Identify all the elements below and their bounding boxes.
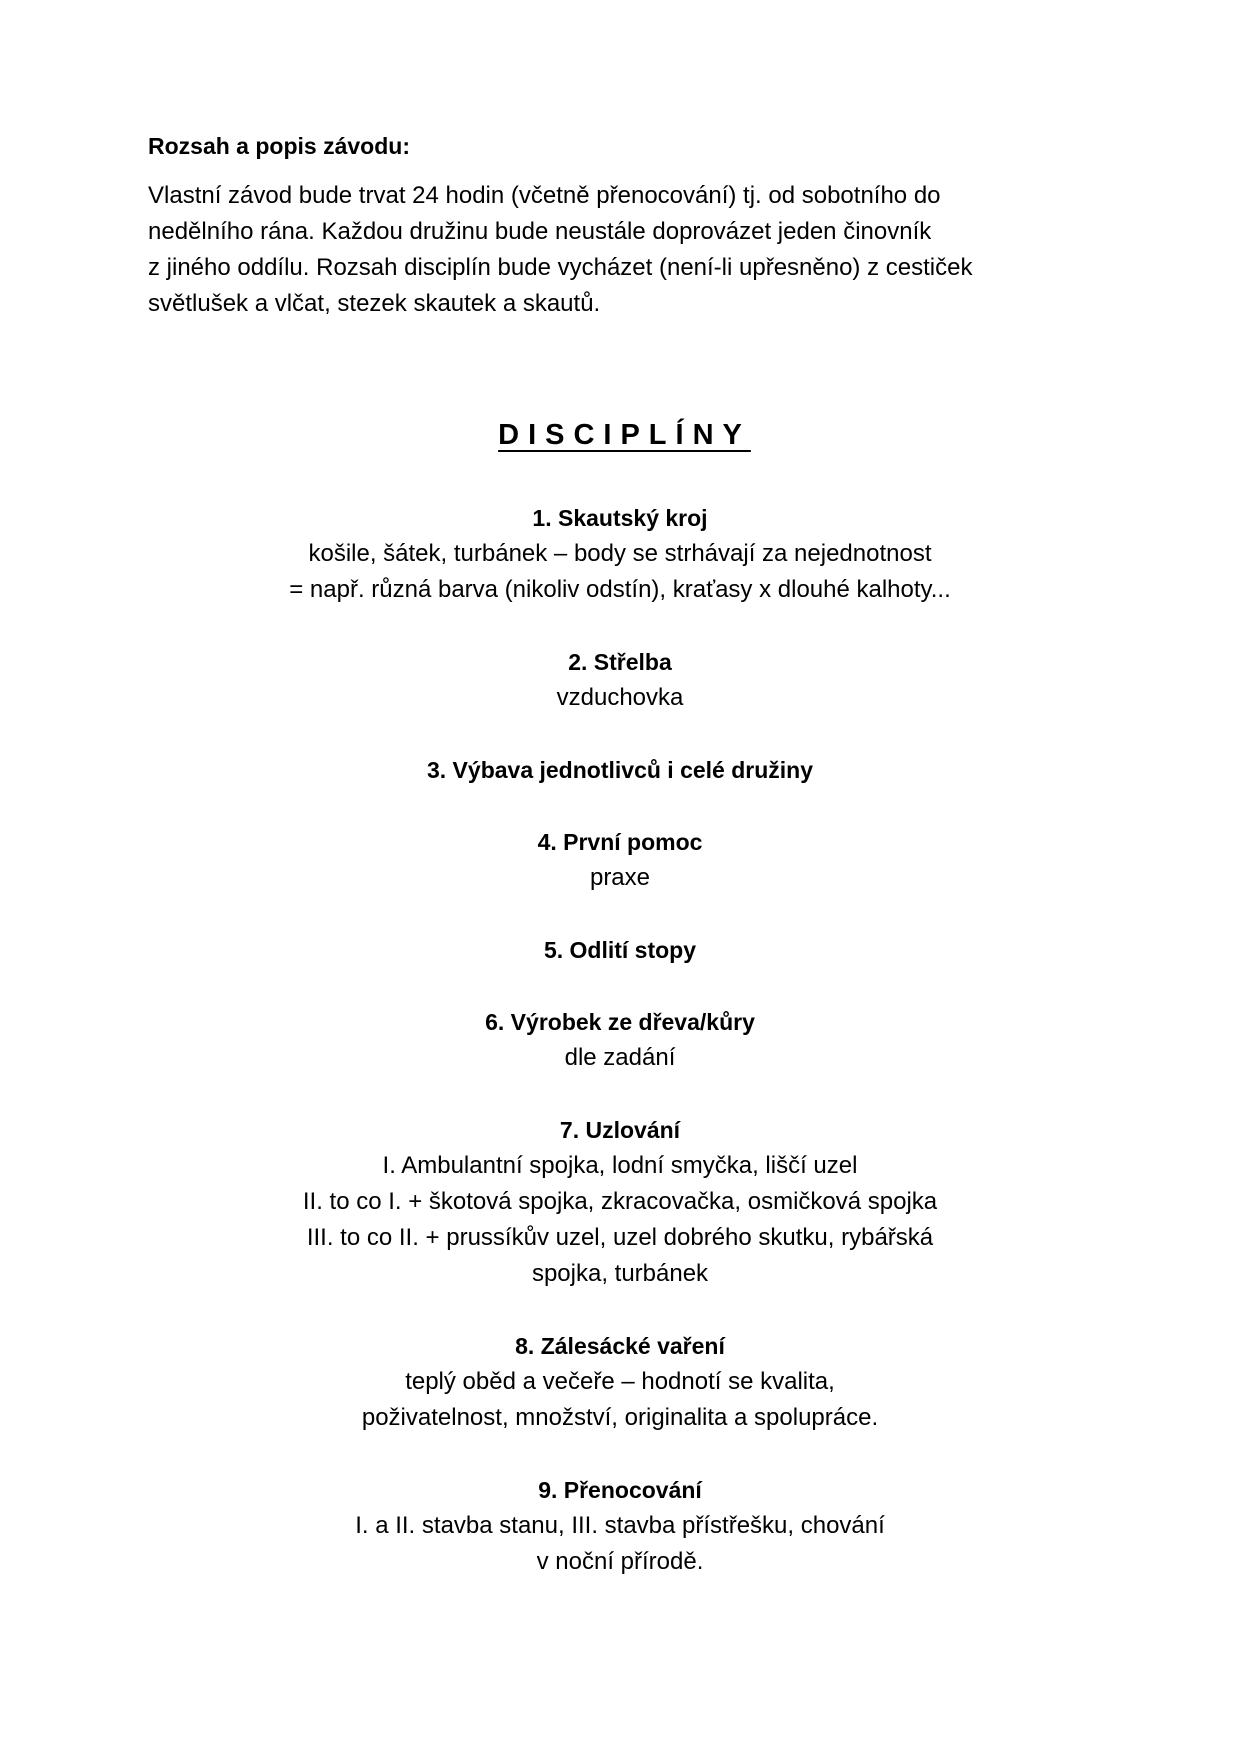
discipline-detail: III. to co II. + prussíkův uzel, uzel dobrého skutku, rybářská xyxy=(306,1224,934,1251)
intro-paragraph xyxy=(148,178,1108,322)
discipline-item-track-cast xyxy=(0,932,1240,968)
discipline-item-shooting xyxy=(0,644,1240,716)
disciplines-title xyxy=(0,415,1240,455)
intro-line: nedělního rána. Každou družinu bude neustále doprovázet jeden činovník xyxy=(148,218,932,245)
discipline-detail: poživatelnost, množství, originalita a spolupráce. xyxy=(361,1404,879,1431)
discipline-item-overnight xyxy=(0,1472,1240,1580)
discipline-detail: = např. různá barva (nikoliv odstín), kraťasy x dlouhé kalhoty... xyxy=(289,576,951,603)
intro-line: světlušek a vlčat, stezek skautek a skautů. xyxy=(148,290,601,317)
intro-line: Vlastní závod bude trvat 24 hodin (včetně přenocování) tj. od sobotního do xyxy=(148,182,941,209)
discipline-item-cooking xyxy=(0,1328,1240,1436)
discipline-item-uniform xyxy=(0,500,1240,608)
discipline-item-knots xyxy=(0,1112,1240,1292)
disciplines-list xyxy=(0,500,1240,1616)
discipline-title: 1. Skautský kroj xyxy=(532,505,708,531)
discipline-title: 5. Odlití stopy xyxy=(543,937,697,963)
disciplines-title-text: DISCIPLÍNY xyxy=(498,419,751,452)
discipline-item-wood-craft xyxy=(0,1004,1240,1076)
discipline-detail: teplý oběd a večeře – hodnotí se kvalita, xyxy=(405,1368,835,1395)
discipline-item-equipment xyxy=(0,752,1240,788)
discipline-detail: spojka, turbánek xyxy=(531,1260,709,1287)
intro-heading: Rozsah a popis závodu: xyxy=(148,133,410,159)
discipline-title: 9. Přenocování xyxy=(538,1477,702,1503)
discipline-detail: II. to co I. + škotová spojka, zkracovačka, osmičková spojka xyxy=(302,1188,938,1215)
discipline-title: 2. Střelba xyxy=(568,649,672,675)
intro-line: z jiného oddílu. Rozsah disciplín bude vycházet (není-li upřesněno) z cestiček xyxy=(148,254,973,281)
intro-section xyxy=(148,128,1108,322)
discipline-title: 8. Zálesácké vaření xyxy=(515,1333,725,1359)
discipline-title: 7. Uzlování xyxy=(559,1117,681,1143)
discipline-detail: v noční přírodě. xyxy=(536,1548,704,1575)
discipline-item-first-aid xyxy=(0,824,1240,896)
discipline-title: 6. Výrobek ze dřeva/kůry xyxy=(485,1009,755,1035)
discipline-detail: praxe xyxy=(589,864,651,891)
discipline-detail: košile, šátek, turbánek – body se strhávají za nejednotnost xyxy=(308,540,932,567)
discipline-title: 4. První pomoc xyxy=(537,829,703,855)
discipline-detail: dle zadání xyxy=(564,1044,676,1071)
discipline-detail: I. a II. stavba stanu, III. stavba přístřešku, chování xyxy=(355,1512,885,1539)
discipline-title: 3. Výbava jednotlivců i celé družiny xyxy=(426,757,814,783)
discipline-detail: vzduchovka xyxy=(556,684,684,711)
discipline-detail: I. Ambulantní spojka, lodní smyčka, liščí uzel xyxy=(382,1152,858,1179)
